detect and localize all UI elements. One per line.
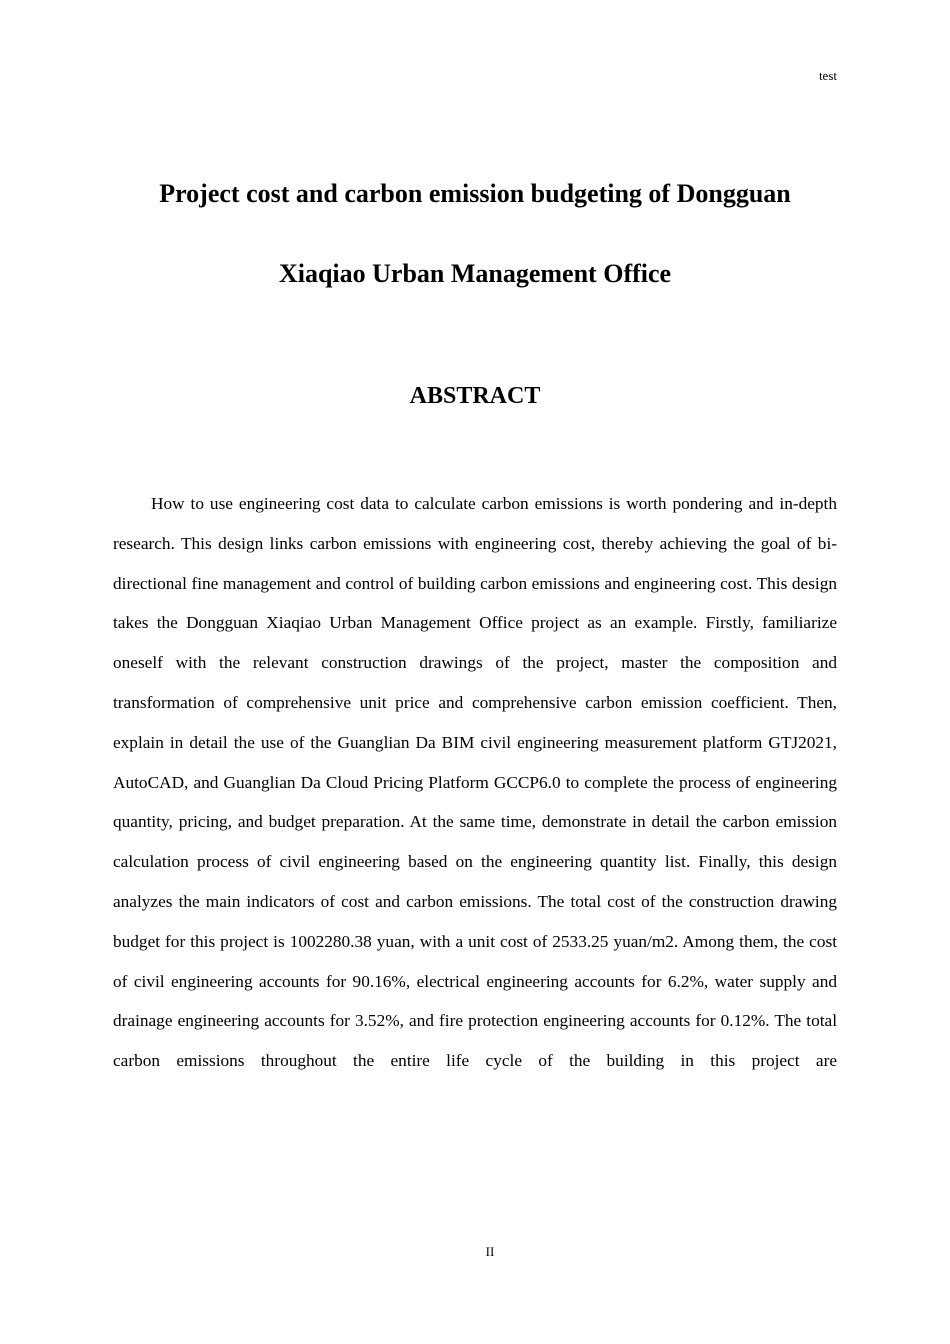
paper-title: Project cost and carbon emission budgeting of Dongguan Xiaqiao Urban Management Office	[159, 179, 791, 288]
page-number: II	[485, 1244, 495, 1259]
running-header: test	[818, 68, 837, 83]
abstract-body: How to use engineering cost data to calculate carbon emissions is worth pondering and in-depth research. This design links carbon emissions with engineering cost, thereby achieving the goal of bi-directional fine management and control of building carbon emissions and engineering cost. This design takes the Dongguan Xiaqiao Urban Management Office project as an example. Firstly, familiarize oneself with the relevant construction drawings of the project, master the composition and transformation of comprehensive unit price and comprehensive carbon emission coefficient. Then, explain in detail the use of the Guanglian Da BIM civil engineering measurement platform GTJ2021, AutoCAD, and Guanglian Da Cloud Pricing Platform GCCP6.0 to complete the process of engineering quantity, pricing, and budget preparation. At the same time, demonstrate in detail the carbon emission calculation process of civil engineering based on the engineering quantity list. Finally, this design analyzes the main indicators of cost and carbon emissions. The total cost of the construction drawing budget for this project is 1002280.38 yuan, with a unit cost of 2533.25 yuan/m2. Among them, the cost of civil engineering accounts for 90.16%, electrical engineering accounts for 6.2%, water supply and drainage engineering accounts for 3.52%, and fire protection engineering accounts for 0.12%. The total carbon emissions throughout the entire life cycle of the building in this project are	[113, 494, 837, 1071]
abstract-heading: ABSTRACT	[409, 383, 541, 409]
